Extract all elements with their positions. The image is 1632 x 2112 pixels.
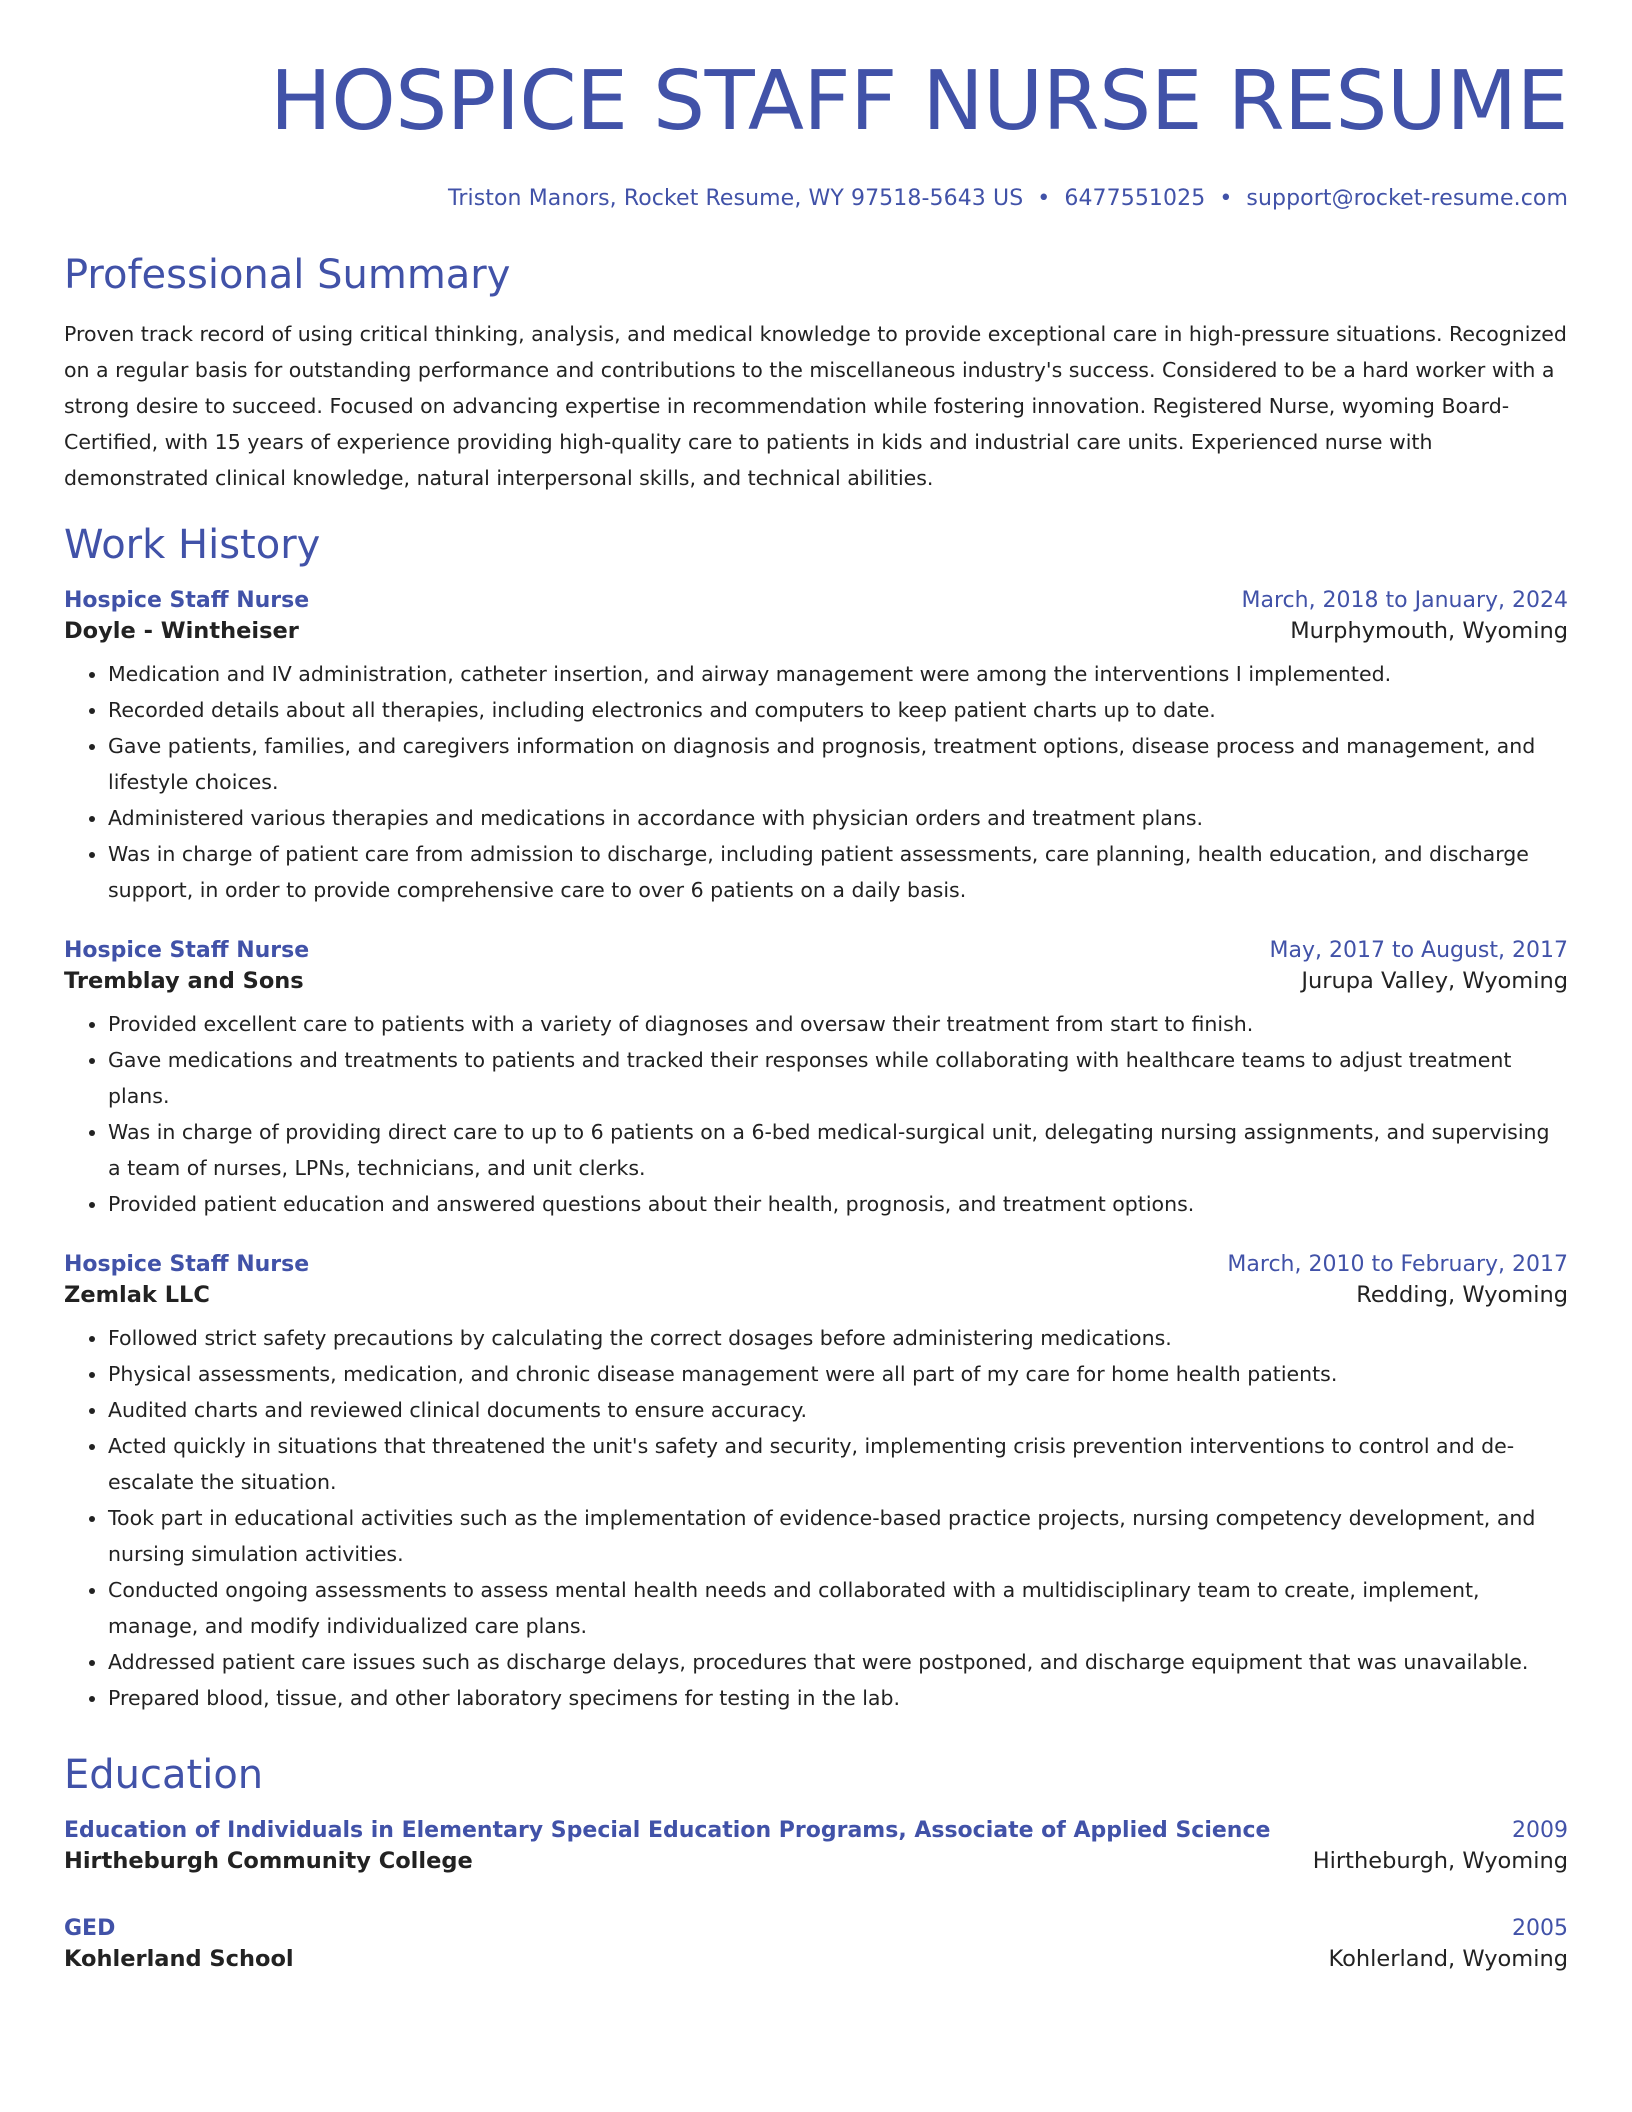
education-section — [64, 1750, 1568, 1974]
job-location: Murphymouth, Wyoming — [1290, 618, 1568, 644]
job-entry — [64, 936, 1568, 1222]
education-degree: Education of Individuals in Elementary Special Education Programs, Associate of Applied Science — [64, 1818, 1271, 1843]
job-dates: May, 2017 to August, 2017 — [1269, 938, 1568, 963]
job-employer: Tremblay and Sons — [64, 968, 304, 994]
job-location: Jurupa Valley, Wyoming — [1301, 968, 1568, 994]
job-bullet: • Gave patients, families, and caregivers information on diagnosis and prognosis, treatment options, disease process and management, and lifestyle choices. — [108, 728, 1568, 800]
job-entry — [64, 586, 1568, 908]
job-bullet: • Took part in educational activities such as the implementation of evidence-based practice projects, nursing competency development, and nursing simulation activities. — [108, 1500, 1568, 1572]
education-location: Kohlerland, Wyoming — [1328, 1946, 1568, 1972]
job-title: Hospice Staff Nurse — [64, 588, 310, 613]
job-bullet: • Recorded details about all therapies, including electronics and computers to keep patient charts up to date. — [108, 692, 1568, 728]
education-heading: Education — [64, 1752, 264, 1798]
job-bullets — [64, 656, 1568, 908]
contact-email: support@rocket-resume.com — [1246, 186, 1568, 211]
job-bullets — [64, 1006, 1568, 1222]
summary-heading: Professional Summary — [64, 252, 511, 298]
summary-text: Proven track record of using critical thinking, analysis, and medical knowledge to provide exceptional care in high-pressure situations. Recognized on a regular basis for outstanding performance and contributions to the miscellaneous industry's success. Considered to be a hard worker with a strong desire to succeed. Focused on advancing expertise in recommendation while fostering innovation. Registered Nurse, wyoming Board-Certified, with 15 years of experience providing high-quality care to patients in kids and industrial care units. Experienced nurse with demonstrated clinical knowledge, natural interpersonal skills, and technical abilities. — [64, 322, 1567, 490]
job-bullet: • Physical assessments, medication, and chronic disease management were all part of my care for home health patients. — [108, 1356, 1568, 1392]
job-bullet: • Medication and IV administration, catheter insertion, and airway management were among the interventions I implemented. — [108, 656, 1568, 692]
education-year: 2009 — [1512, 1818, 1568, 1843]
job-bullet: • Gave medications and treatments to patients and tracked their responses while collaborating with healthcare teams to adjust treatment plans. — [108, 1042, 1568, 1114]
job-bullet: • Addressed patient care issues such as discharge delays, procedures that were postponed, and discharge equipment that was unavailable. — [108, 1644, 1568, 1680]
education-degree: GED — [64, 1916, 116, 1941]
summary-section — [64, 250, 1568, 496]
job-bullet: • Followed strict safety precautions by calculating the correct dosages before administering medications. — [108, 1320, 1568, 1356]
job-title: Hospice Staff Nurse — [64, 938, 310, 963]
job-dates: March, 2018 to January, 2024 — [1241, 588, 1568, 613]
job-bullet: • Conducted ongoing assessments to assess mental health needs and collaborated with a multidisciplinary team to create, implement, manage, and modify individualized care plans. — [108, 1572, 1568, 1644]
contact-line — [64, 184, 1568, 214]
job-bullet: • Audited charts and reviewed clinical documents to ensure accuracy. — [108, 1392, 1568, 1428]
job-bullet: • Was in charge of patient care from admission to discharge, including patient assessments, care planning, health education, and discharge support, in order to provide comprehensive care to over 6 patients on a daily basis. — [108, 836, 1568, 908]
job-bullet: • Acted quickly in situations that threatened the unit's safety and security, implementing crisis prevention interventions to control and de-escalate the situation. — [108, 1428, 1568, 1500]
job-location: Redding, Wyoming — [1356, 1282, 1568, 1308]
resume-header — [64, 0, 1568, 214]
work-history-heading: Work History — [64, 522, 321, 568]
education-entry — [64, 1816, 1568, 1876]
education-entry — [64, 1914, 1568, 1974]
education-location: Hirtheburgh, Wyoming — [1312, 1848, 1568, 1874]
contact-address: Triston Manors, Rocket Resume, WY 97518-5643 US — [448, 186, 1024, 211]
job-bullet: • Provided excellent care to patients with a variety of diagnoses and oversaw their treatment from start to finish. — [108, 1006, 1568, 1042]
job-bullet: • Administered various therapies and medications in accordance with physician orders and treatment plans. — [108, 800, 1568, 836]
contact-separator: • — [1219, 186, 1233, 211]
education-school: Hirtheburgh Community College — [64, 1848, 473, 1874]
job-bullet: • Provided patient education and answered questions about their health, prognosis, and treatment options. — [108, 1186, 1568, 1222]
education-year: 2005 — [1512, 1916, 1568, 1941]
resume-title: HOSPICE STAFF NURSE RESUME — [270, 54, 1568, 149]
contact-separator: • — [1037, 186, 1051, 211]
education-school: Kohlerland School — [64, 1946, 294, 1972]
job-bullet: • Prepared blood, tissue, and other laboratory specimens for testing in the lab. — [108, 1680, 1568, 1716]
job-bullet: • Was in charge of providing direct care to up to 6 patients on a 6-bed medical-surgical unit, delegating nursing assignments, and supervising a team of nurses, LPNs, technicians, and unit clerks. — [108, 1114, 1568, 1186]
job-title: Hospice Staff Nurse — [64, 1252, 310, 1277]
job-dates: March, 2010 to February, 2017 — [1227, 1252, 1568, 1277]
job-bullets — [64, 1320, 1568, 1716]
job-employer: Doyle - Wintheiser — [64, 618, 299, 644]
job-entry — [64, 1250, 1568, 1716]
contact-phone: 6477551025 — [1064, 186, 1206, 211]
work-history-section — [64, 520, 1568, 1716]
job-employer: Zemlak LLC — [64, 1282, 210, 1308]
